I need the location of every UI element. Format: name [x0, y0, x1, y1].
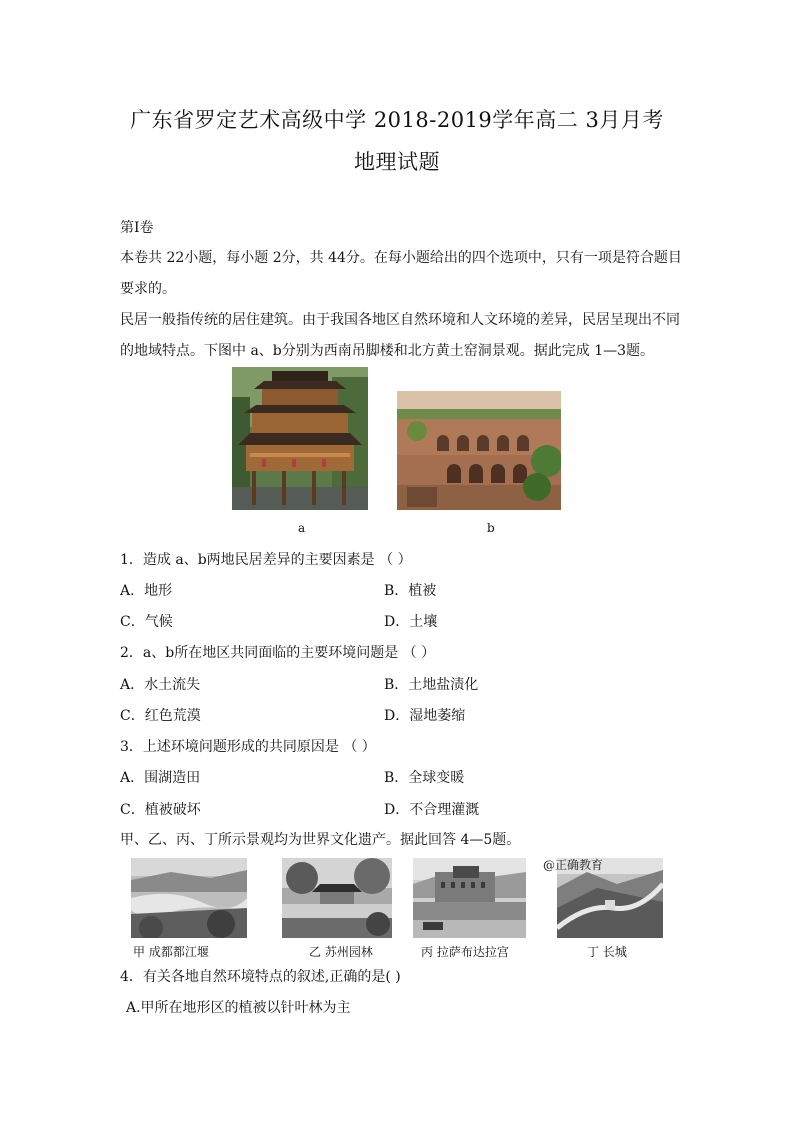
- q4-stem: 4．有关各地自然环境特点的叙述,正确的是( ): [120, 969, 401, 985]
- page-title: 广东省罗定艺术高级中学 2018-2019学年高二 3月月考: [130, 108, 664, 132]
- figure-caption-b: b: [487, 521, 495, 535]
- photo-stilt-house: [232, 367, 368, 510]
- caption-bing: 丙 拉萨布达拉宫: [421, 945, 509, 959]
- q3-option-c: C．植被破坏: [120, 802, 201, 818]
- photo-potala-palace: [413, 858, 526, 938]
- q3-stem: 3．上述环境问题形成的共同原因是 （ ）: [120, 739, 376, 755]
- page-subtitle: 地理试题: [354, 150, 440, 174]
- q2-stem: 2．a、b所在地区共同面临的主要环境问题是 （ ）: [120, 645, 436, 661]
- watermark: @正确教育: [543, 858, 604, 872]
- intro-line-2: 要求的。: [120, 281, 176, 297]
- q1-option-a: A．地形: [120, 583, 173, 599]
- photo-suzhou-garden: [282, 858, 392, 938]
- q1-option-c: C．气候: [120, 614, 173, 630]
- q2-option-d: D．湿地萎缩: [384, 708, 466, 724]
- passage2: 甲、乙、丙、丁所示景观均为世界文化遗产。据此回答 4—5题。: [120, 832, 521, 848]
- q2-option-c: C．红色荒漠: [120, 708, 201, 724]
- q1-stem: 1．造成 a、b两地民居差异的主要因素是 （ ）: [120, 552, 412, 568]
- section-label: 第Ⅰ卷: [120, 220, 154, 236]
- caption-ding: 丁 长城: [587, 945, 627, 959]
- caption-jia: 甲 成都都江堰: [133, 945, 209, 959]
- passage1-line-1: 民居一般指传统的居住建筑。由于我国各地区自然环境和人文环境的差异，民居呈现出不同: [120, 312, 680, 328]
- photo-cave-dwellings: [397, 391, 561, 510]
- intro-line-1: 本卷共 22小题，每小题 2分，共 44分。在每小题给出的四个选项中，只有一项是符合题目: [120, 250, 682, 266]
- q2-option-a: A．水土流失: [120, 677, 201, 693]
- q4-option-a: A.甲所在地形区的植被以针叶林为主: [126, 1000, 351, 1016]
- q1-option-d: D．土壤: [384, 614, 438, 630]
- q3-option-d: D．不合理灌溉: [384, 802, 480, 818]
- passage1-line-2: 的地域特点。下图中 a、b分别为西南吊脚楼和北方黄土窑洞景观。据此完成 1—3题。: [120, 343, 655, 359]
- q1-option-b: B．植被: [384, 583, 437, 599]
- photo-dujiangyan: [131, 858, 247, 938]
- figure-caption-a: a: [298, 521, 306, 535]
- q2-option-b: B．土地盐渍化: [384, 677, 479, 693]
- q3-option-a: A．围湖造田: [120, 770, 201, 786]
- caption-yi: 乙 苏州园林: [309, 945, 373, 959]
- q3-option-b: B．全球变暖: [384, 770, 465, 786]
